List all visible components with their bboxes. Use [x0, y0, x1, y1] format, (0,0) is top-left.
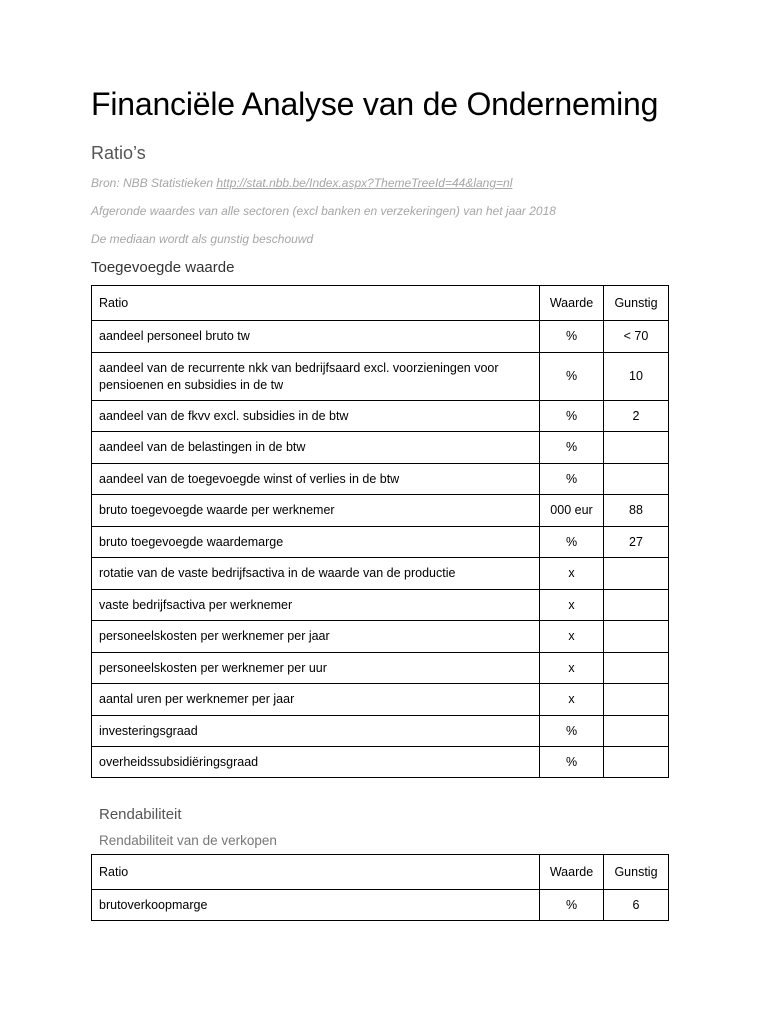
ratio-cell: aantal uren per werknemer per jaar	[92, 684, 540, 716]
column-header: Ratio	[92, 855, 540, 890]
source-note	[91, 176, 512, 190]
table-row	[92, 321, 669, 353]
favorable-cell	[604, 747, 669, 778]
favorable-cell	[604, 653, 669, 684]
source-link[interactable]: http://stat.nbb.be/Index.aspx?ThemeTreeId=44&lang=nl	[216, 176, 513, 190]
value-unit-cell: %	[540, 321, 604, 353]
favorable-cell	[604, 464, 669, 495]
ratio-cell: overheidssubsidiëringsgraad	[92, 747, 540, 778]
table-row	[92, 653, 669, 684]
table-row	[92, 716, 669, 747]
favorable-cell	[604, 558, 669, 590]
value-unit-cell: x	[540, 590, 604, 621]
section-heading-added-value: Toegevoegde waarde	[91, 259, 235, 276]
favorable-cell	[604, 432, 669, 464]
table-header-row	[92, 855, 669, 890]
value-unit-cell: x	[540, 558, 604, 590]
value-unit-cell: x	[540, 621, 604, 653]
table-row	[92, 590, 669, 621]
ratio-cell: aandeel van de toegevoegde winst of verlies in de btw	[92, 464, 540, 495]
ratio-cell: bruto toegevoegde waarde per werknemer	[92, 495, 540, 527]
favorable-cell	[604, 716, 669, 747]
page-title: Financiële Analyse van de Onderneming	[91, 86, 659, 122]
ratio-cell: bruto toegevoegde waardemarge	[92, 527, 540, 558]
value-unit-cell: %	[540, 401, 604, 432]
ratio-cell: aandeel van de fkvv excl. subsidies in de btw	[92, 401, 540, 432]
ratio-cell: aandeel personeel bruto tw	[92, 321, 540, 353]
table-row	[92, 464, 669, 495]
subtitle: Ratio’s	[91, 143, 146, 163]
subsection-heading-sales-profitability: Rendabiliteit van de verkopen	[99, 833, 277, 848]
table-row	[92, 558, 669, 590]
table-row	[92, 621, 669, 653]
value-unit-cell: %	[540, 747, 604, 778]
favorable-cell	[604, 621, 669, 653]
ratio-cell: aandeel van de belastingen in de btw	[92, 432, 540, 464]
table-row	[92, 890, 669, 921]
value-unit-cell: %	[540, 432, 604, 464]
favorable-cell: 2	[604, 401, 669, 432]
value-unit-cell: %	[540, 890, 604, 921]
value-unit-cell: %	[540, 716, 604, 747]
table-row	[92, 684, 669, 716]
table-row	[92, 432, 669, 464]
table-row	[92, 747, 669, 778]
favorable-cell: 88	[604, 495, 669, 527]
value-unit-cell: x	[540, 653, 604, 684]
ratio-cell: rotatie van de vaste bedrijfsactiva in de waarde van de productie	[92, 558, 540, 590]
added-value-table	[91, 285, 669, 778]
column-header: Gunstig	[604, 286, 669, 321]
ratio-cell: aandeel van de recurrente nkk van bedrijfsaard excl. voorzieningen voor pensioenen en subsidies in de tw	[92, 353, 540, 401]
source-label: Bron: NBB Statistieken	[91, 176, 217, 190]
median-note: De mediaan wordt als gunstig beschouwd	[91, 232, 314, 246]
table-row	[92, 527, 669, 558]
ratio-cell: personeelskosten per werknemer per uur	[92, 653, 540, 684]
favorable-cell	[604, 684, 669, 716]
section-heading-profitability: Rendabiliteit	[99, 806, 182, 823]
favorable-cell: < 70	[604, 321, 669, 353]
favorable-cell: 27	[604, 527, 669, 558]
value-unit-cell: %	[540, 527, 604, 558]
favorable-cell: 6	[604, 890, 669, 921]
ratio-cell: personeelskosten per werknemer per jaar	[92, 621, 540, 653]
ratio-cell: vaste bedrijfsactiva per werknemer	[92, 590, 540, 621]
column-header: Gunstig	[604, 855, 669, 890]
favorable-cell	[604, 590, 669, 621]
table-row	[92, 401, 669, 432]
table-row	[92, 495, 669, 527]
column-header: Waarde	[540, 286, 604, 321]
column-header: Waarde	[540, 855, 604, 890]
column-header: Ratio	[92, 286, 540, 321]
table-header-row	[92, 286, 669, 321]
ratio-cell: brutoverkoopmarge	[92, 890, 540, 921]
favorable-cell: 10	[604, 353, 669, 401]
value-unit-cell: %	[540, 464, 604, 495]
table-row	[92, 353, 669, 401]
profitability-table	[91, 854, 669, 921]
value-unit-cell: %	[540, 353, 604, 401]
value-unit-cell: 000 eur	[540, 495, 604, 527]
rounded-values-note: Afgeronde waardes van alle sectoren (excl banken en verzekeringen) van het jaar 2018	[91, 204, 556, 218]
ratio-cell: investeringsgraad	[92, 716, 540, 747]
value-unit-cell: x	[540, 684, 604, 716]
